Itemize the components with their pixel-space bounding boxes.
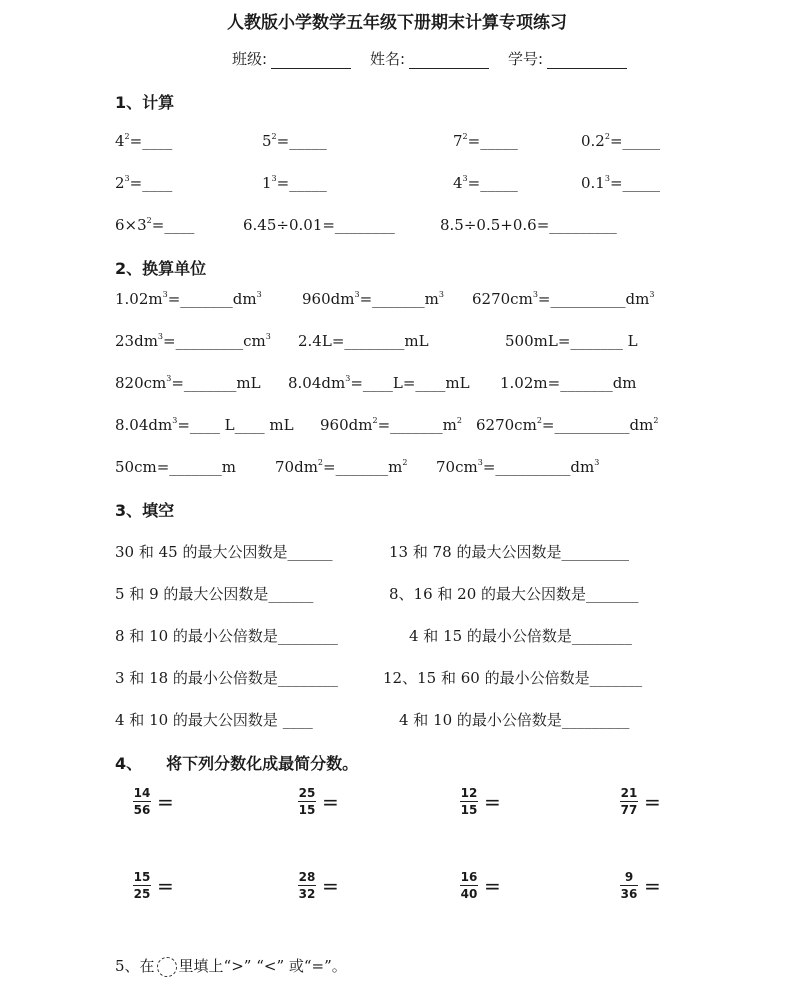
compare-circle-icon [157, 957, 177, 977]
class-field [232, 48, 351, 69]
name-field [370, 48, 489, 69]
fill-item[interactable]: 3 和 18 的最小公倍数是________ [115, 669, 338, 687]
unit-item[interactable]: $960dm^3=\_\_\_\_\_\_\_m^3$ [302, 290, 444, 308]
section-2-heading: 2、换算单位 [115, 259, 207, 278]
unit-item[interactable]: 1.02m=_______dm [500, 374, 637, 392]
fraction-item[interactable]: 16 40 = [460, 870, 501, 901]
unit-item[interactable]: $6270cm^2=\_\_\_\_\_\_\_\_\_\_dm^2$ [476, 416, 659, 434]
section-4-heading: 4、 将下列分数化成最简分数。 [115, 754, 359, 773]
section-5-heading: 5、在 里填上“>” “<” 或“=”。 [115, 957, 347, 975]
section-1-heading: 1、计算 [115, 93, 175, 112]
fraction-item[interactable]: 21 77 = [620, 786, 661, 817]
number-blank[interactable] [547, 52, 627, 69]
number-label: 学号: [508, 50, 544, 68]
fraction-item[interactable]: 28 32 = [298, 870, 339, 901]
fraction-item[interactable]: 12 15 = [460, 786, 501, 817]
unit-item[interactable]: $70dm^2=\_\_\_\_\_\_\_m^2$ [275, 458, 408, 476]
unit-item[interactable]: $960dm^2=\_\_\_\_\_\_\_m^2$ [320, 416, 462, 434]
fraction-item[interactable]: 14 56 = [133, 786, 174, 817]
unit-item[interactable]: 500mL=_______ L [505, 332, 638, 350]
unit-item[interactable]: $23dm^3=\_\_\_\_\_\_\_\_\_cm^3$ [115, 332, 271, 350]
name-blank[interactable] [409, 52, 489, 69]
calc-item[interactable]: $5^2=\_\_\_\_\_$ [262, 132, 327, 150]
fill-item[interactable]: 30 和 45 的最大公因数是______ [115, 543, 333, 561]
unit-item[interactable]: $8.04dm^3=\_\_\_\_$ L____ mL [115, 416, 294, 434]
unit-item[interactable]: $6270cm^3=\_\_\_\_\_\_\_\_\_\_dm^3$ [472, 290, 655, 308]
unit-item[interactable]: $8.04dm^3=\_\_\_\_L=\_\_\_\_mL$ [288, 374, 470, 392]
calc-item[interactable]: 6.45÷0.01=________ [243, 216, 395, 234]
fill-item[interactable]: 13 和 78 的最大公因数是_________ [389, 543, 629, 561]
calc-item[interactable]: $0.2^2=\_\_\_\_\_$ [581, 132, 661, 150]
fill-item[interactable]: 5 和 9 的最大公因数是______ [115, 585, 314, 603]
number-field [508, 48, 627, 69]
unit-item[interactable]: 50cm=_______m [115, 458, 237, 476]
calc-item[interactable]: $6\times 3^2=\_\_\_\_$ [115, 216, 195, 234]
fraction-item[interactable]: 25 15 = [298, 786, 339, 817]
fill-item[interactable]: 4 和 15 的最小公倍数是________ [409, 627, 632, 645]
calc-item[interactable]: 8.5÷0.5+0.6=_________ [440, 216, 617, 234]
section-3-heading: 3、填空 [115, 501, 175, 520]
unit-item[interactable]: 2.4L=________mL [298, 332, 429, 350]
fraction-item[interactable]: 9 36 = [620, 870, 661, 901]
calc-item[interactable]: $1^3=\_\_\_\_\_$ [262, 174, 327, 192]
calc-item[interactable]: $4^2=\_\_\_\_$ [115, 132, 173, 150]
page-title: 人教版小学数学五年级下册期末计算专项练习 [227, 13, 567, 33]
calc-item[interactable]: $4^3=\_\_\_\_\_$ [453, 174, 518, 192]
class-blank[interactable] [271, 52, 351, 69]
fill-item[interactable]: 4 和 10 的最大公因数是 ____ [115, 711, 313, 729]
unit-item[interactable]: $820cm^3=\_\_\_\_\_\_\_mL$ [115, 374, 261, 392]
calc-item[interactable]: $7^2=\_\_\_\_\_$ [453, 132, 518, 150]
fill-item[interactable]: 4 和 10 的最小公倍数是_________ [399, 711, 630, 729]
calc-item[interactable]: $0.1^3=\_\_\_\_\_$ [581, 174, 661, 192]
name-label: 姓名: [370, 50, 406, 68]
class-label: 班级: [232, 50, 268, 68]
fill-item[interactable]: 8、16 和 20 的最大公因数是_______ [389, 585, 639, 603]
fill-item[interactable]: 12、15 和 60 的最小公倍数是_______ [383, 669, 643, 687]
unit-item[interactable]: $70cm^3=\_\_\_\_\_\_\_\_\_\_dm^3$ [436, 458, 600, 476]
fill-item[interactable]: 8 和 10 的最小公倍数是________ [115, 627, 338, 645]
calc-item[interactable]: $2^3=\_\_\_\_$ [115, 174, 173, 192]
unit-item[interactable]: $1.02m^3=\_\_\_\_\_\_\_dm^3$ [115, 290, 262, 308]
fraction-item[interactable]: 15 25 = [133, 870, 174, 901]
